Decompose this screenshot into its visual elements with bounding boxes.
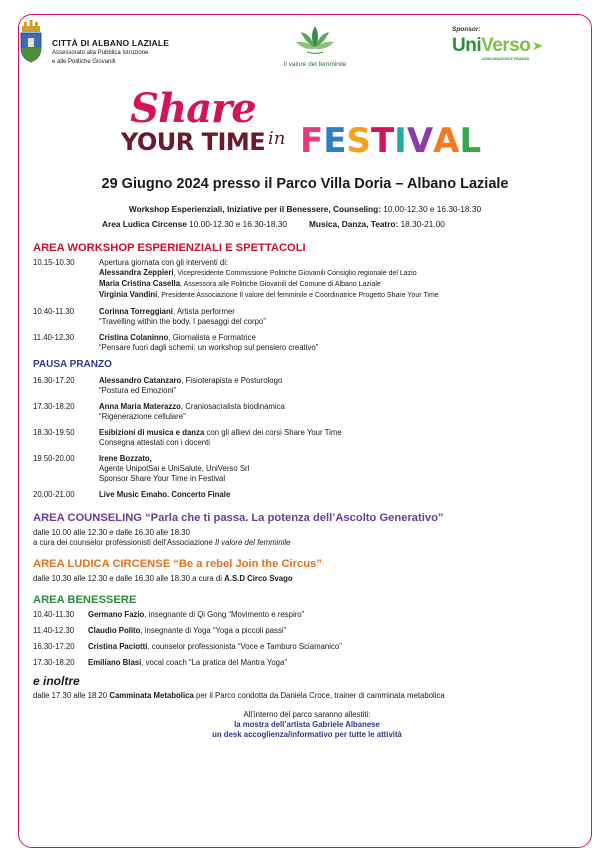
speaker-name: Claudio Polito: [88, 626, 141, 635]
row-line: “Travelling within the body. I paesaggi del corpo”: [99, 317, 266, 326]
row-time: 17.30-18.20: [33, 658, 75, 667]
speaker-name: Maria Cristina Casella: [99, 279, 181, 288]
lotus-caption: Il valore del femminile: [283, 61, 347, 68]
speaker-role: , insegnante di Yoga “Yoga a piccoli passi”: [140, 626, 287, 635]
program-content: [33, 236, 581, 740]
sponsor-label: Sponsor:: [452, 26, 481, 33]
festival-logo: [300, 121, 481, 161]
row-body: [88, 610, 581, 620]
hours2a-label: Area Ludica Circense: [102, 219, 187, 229]
speaker-name: Emiliano Blasi: [88, 658, 142, 667]
row-body: [99, 402, 581, 422]
row-line: [99, 333, 581, 343]
speaker-role: , Craniosacralista biodinamica: [180, 402, 285, 411]
festival-letter: T: [370, 121, 394, 161]
speaker-role: , Fisioterapista e Posturologo: [181, 376, 283, 385]
program-row: [33, 658, 581, 668]
speaker-role: , Assessora alle Politiche Giovanili del Comune di Albano Laziale: [180, 281, 381, 288]
speaker-name: Cristina Colaninno: [99, 333, 169, 342]
program-row: [33, 428, 581, 448]
speaker-name: Virginia Vandini: [99, 290, 158, 299]
program-row: [33, 376, 581, 396]
hours2a-value: 10.00-12.30 e 16.30-18.30: [186, 219, 287, 229]
row-body: [99, 454, 581, 484]
ludica-line: [33, 574, 581, 584]
inoltre-line: [33, 691, 581, 701]
hours2b-label: Musica, Danza, Teatro:: [308, 219, 399, 229]
row-time: 10.40-11.30: [33, 307, 75, 316]
row-line: [99, 290, 581, 301]
speaker-name: Irene Bozzato,: [99, 454, 152, 463]
row-body: [99, 258, 581, 301]
speaker-role: , Artista performer: [172, 307, 235, 316]
hours-line-2: [102, 219, 445, 229]
row-time: 17.30-18.20: [33, 402, 75, 411]
speaker-role: , Presidente Associazione Il valore del femminile e Coordinatrice Progetto Share Your Time: [157, 292, 439, 299]
share-your-time-logo: [118, 85, 268, 168]
speaker-name: Corinna Torreggiani: [99, 307, 173, 316]
program-row: [33, 490, 581, 500]
sponsor-brand: [452, 35, 562, 57]
row-time: 10.40-11.30: [33, 610, 75, 619]
closing-line-3: un desk accoglienza/informativo per tutte le attività: [212, 730, 402, 739]
speaker-role: , counselor professionista “Voce e Tamburo Sciamanico”: [147, 642, 342, 651]
ludica-section-title: AREA LUDICA CIRCENSE “Be a rebel Join the Circus”: [33, 558, 322, 570]
closing-block: [33, 710, 581, 740]
row-line: [99, 279, 581, 290]
row-time: 16.30-17.20: [33, 642, 75, 651]
speaker-name: Alessandra Zeppieri: [99, 268, 174, 277]
camminata-name: Camminata Metabolica: [109, 691, 194, 700]
row-line: Apertura giornata con gli interventi di:: [99, 258, 229, 267]
inoltre-line-c: per il Parco condotta da Daniela Croce, trainer di camminata metabolica: [193, 691, 445, 700]
row-body: [99, 428, 581, 448]
sponsor-subtitle: ASSICURAZIONI E FINANZA: [482, 57, 530, 61]
row-body: [88, 658, 581, 668]
row-body: Live Music Emaho. Concerto Finale: [99, 490, 231, 499]
lotus-icon: [293, 22, 337, 56]
program-row: [33, 454, 581, 484]
row-line: [99, 376, 581, 386]
festival-letter: V: [406, 121, 433, 161]
row-line: Sponsor Share Your Time in Festival: [99, 474, 226, 483]
festival-letter: A: [433, 121, 459, 161]
counseling-line-2a: a cura dei counselor professionisti dell’Associazione: [33, 538, 216, 547]
city-title: CITTÀ DI ALBANO LAZIALE: [52, 38, 170, 48]
row-body: [99, 307, 581, 327]
speaker-name: Alessandro Catanzaro: [99, 376, 182, 385]
ludica-line-a: dalle 10.30 alle 12.30 e dalle 16.30 alle 18.30 a cura di: [33, 574, 225, 583]
row-time: 11.40-12.30: [33, 626, 75, 635]
festival-letter: E: [323, 121, 346, 161]
row-line: [99, 268, 581, 279]
share-word: Share: [130, 85, 256, 132]
hours1-value: 10.00-12.30 e 16.30-18.30: [380, 204, 482, 214]
counseling-line-1: dalle 10.00 alle 12.30 e dalle 16.30 alle 18.30: [33, 528, 190, 537]
hours2b-value: 18.30-21.00: [398, 219, 445, 229]
benessere-section-title: AREA BENESSERE: [33, 594, 137, 606]
program-row: [33, 610, 581, 620]
row-time: 10.15-10.30: [33, 258, 75, 267]
row-body: [88, 626, 581, 636]
festival-letter: S: [346, 121, 370, 161]
circo-name: A.S.D Circo Svago: [224, 574, 293, 583]
festival-letter: F: [300, 121, 323, 161]
city-subtitle-2: e alle Politiche Giovanili: [52, 59, 116, 65]
arrow-icon: [532, 40, 544, 52]
program-row: [33, 626, 581, 636]
speaker-name: Anna Maria Materazzo: [99, 402, 181, 411]
program-row: [33, 333, 581, 353]
valore-femminile-logo: [270, 22, 360, 72]
festival-letter: L: [459, 121, 481, 161]
speaker-role: con gli allievi dei corsi Share Your Time: [204, 428, 342, 437]
speaker-name: Germano Fazio: [88, 610, 145, 619]
row-time: 18.30-19.50: [33, 428, 75, 437]
row-line: [99, 402, 581, 412]
row-line: [99, 428, 581, 438]
row-body: [99, 333, 581, 353]
association-name: Il valore del femminile: [215, 538, 291, 547]
program-row: [33, 642, 581, 652]
row-time: 19.50-20.00: [33, 454, 75, 463]
program-row: [33, 258, 581, 301]
row-body: [99, 376, 581, 396]
event-dateline: 29 Giugno 2024 presso il Parco Villa Doria – Albano Laziale: [101, 176, 509, 192]
closing-line-2: la mostra dell’artista Gabriele Albanese: [234, 720, 380, 729]
row-body: [88, 642, 581, 652]
program-row: [33, 307, 581, 327]
pausa-pranzo-title: PAUSA PRANZO: [33, 359, 112, 370]
speaker-role: , vocal coach “La pratica del Mantra Yoga”: [141, 658, 287, 667]
your-time-word: YOUR TIME: [120, 128, 266, 156]
workshop-section-title: AREA WORKSHOP ESPERIENZIALI E SPETTACOLI: [33, 242, 306, 254]
city-header: [52, 38, 169, 66]
closing-line-1: All’interno del parco saranno allestiti:: [243, 710, 371, 719]
counseling-line-2: [33, 538, 581, 548]
row-line: [99, 307, 581, 317]
sponsor-brand-a: Uni: [452, 35, 482, 56]
row-line: “Postura ed Emozioni”: [99, 386, 177, 395]
sponsor-brand-b: Verso: [481, 35, 531, 56]
row-line: “Rigenerazione cellulare”: [99, 412, 186, 421]
hours-line-1: [0, 204, 610, 214]
speaker-name: Esibizioni di musica e danza: [99, 428, 205, 437]
speaker-role: , insegnante di Qi Gong “Movimento e respiro”: [144, 610, 305, 619]
row-time: 16.30-17.20: [33, 376, 75, 385]
row-line: Agente UnipolSai e UniSalute, UniVerso Srl: [99, 464, 250, 473]
row-time: 20.00-21.00: [33, 490, 75, 499]
sponsor-block: [452, 26, 562, 61]
row-line: “Pensare fuori dagli schemi: un workshop sul pensiero creativo”: [99, 343, 319, 352]
speaker-role: , Giornalista e Formatrice: [168, 333, 256, 342]
speaker-role: , Vicepresidente Commissione Politiche Giovanili Consiglio regionale del Lazio: [173, 270, 417, 277]
speaker-name: Cristina Paciotti: [88, 642, 148, 651]
counseling-section-title: AREA COUNSELING “Parla che ti passa. La potenza dell’Ascolto Generativo”: [33, 512, 444, 524]
inoltre-line-a: dalle 17.30 alle 18.20: [33, 691, 110, 700]
hours1-label: Workshop Esperienziali, Iniziative per il Benessere, Counseling:: [128, 204, 381, 214]
row-line: Consegna attestati con i docenti: [99, 438, 210, 447]
city-subtitle-1: Assessorato alla Pubblica Istruzione: [52, 50, 149, 56]
festival-letter: I: [394, 121, 406, 161]
in-word: in: [268, 128, 286, 149]
program-row: [33, 402, 581, 422]
inoltre-title: e inoltre: [33, 674, 80, 688]
coat-of-arms-icon: [18, 18, 44, 64]
row-time: 11.40-12.30: [33, 333, 75, 342]
